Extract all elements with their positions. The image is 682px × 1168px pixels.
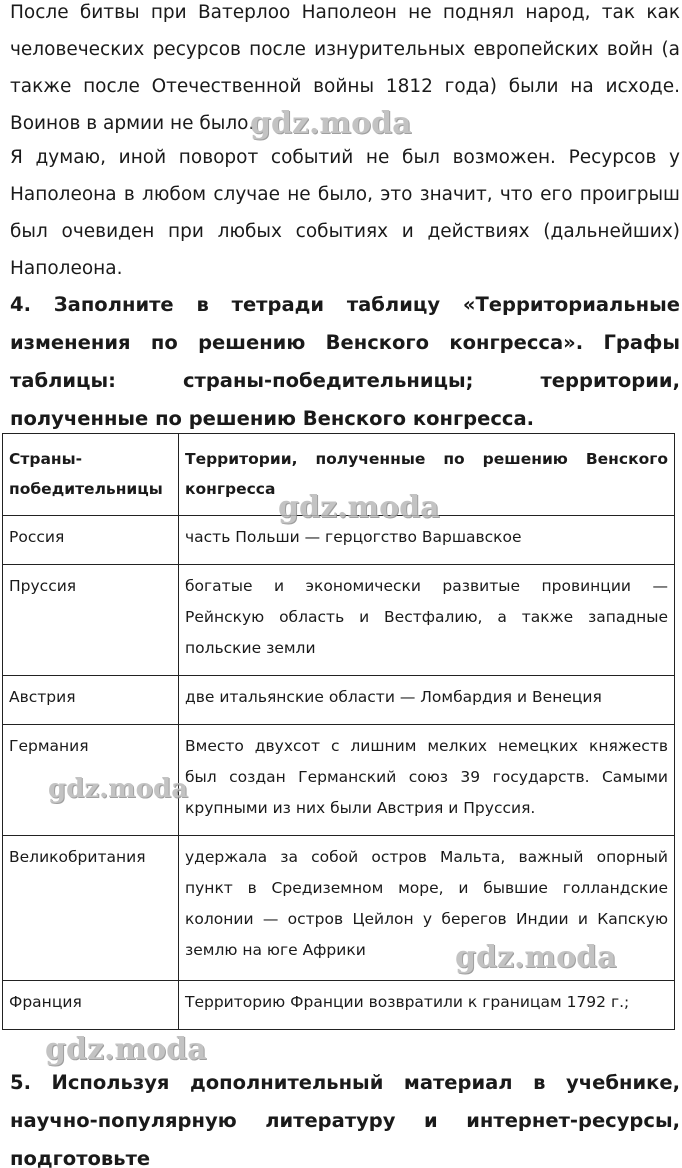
territory-cell: Вместо двухсот с лишним мелких немецких княжеств был создан Германский союз 39 государств. Самыми крупными из них были Австрия и Пруссия. xyxy=(179,725,675,836)
paragraph-opinion: Я думаю, иной поворот событий не был возможен. Ресурсов у Наполеона в любом случае не было, это значит, что его проигрыш был очевиден при любых событиях и действиях (дальнейших) Наполеона. xyxy=(10,147,680,279)
country-cell: Германия xyxy=(3,725,179,836)
watermark: gdz.moda xyxy=(278,490,440,525)
watermark: gdz.moda xyxy=(48,774,189,804)
country-cell: Россия xyxy=(3,516,179,565)
table-row xyxy=(3,836,675,981)
watermark: gdz.moda xyxy=(45,1032,207,1067)
header-territories: Территории, полученные по решению Венского конгресса xyxy=(179,434,675,516)
paragraph-waterloo: После битвы при Ватерлоо Наполеон не поднял народ, так как человеческих ресурсов после изнурительных европейских войн (а также после Отечественной войны 1812 года) были на исходе. Воинов в армии не было. xyxy=(10,2,680,134)
table-header-row xyxy=(3,434,675,516)
table-row xyxy=(3,565,675,676)
country-cell: Пруссия xyxy=(3,565,179,676)
header-countries: Страны-победительницы xyxy=(3,434,179,516)
watermark: gdz.moda xyxy=(250,106,412,141)
table-row xyxy=(3,676,675,725)
task-4-heading: 4. Заполните в тетради таблицу «Территориальные изменения по решению Венского конгресса». Графы таблицы: страны-победительницы; территории, полученные по решению Венского конгресса. xyxy=(10,293,680,430)
watermark: gdz.moda xyxy=(455,940,617,975)
table-row xyxy=(3,725,675,836)
territory-cell: богатые и экономически развитые провинции — Рейнскую область и Вестфалию, а также западные польские земли xyxy=(179,565,675,676)
territory-cell: часть Польши — герцогство Варшавское xyxy=(179,516,675,565)
territory-cell: удержала за собой остров Мальта, важный опорный пункт в Средиземном море, и бывшие голландские колонии — остров Цейлон у берегов Индии и Капскую землю на юге Африки xyxy=(179,836,675,981)
table-row xyxy=(3,516,675,565)
table-row xyxy=(3,981,675,1030)
task-5-heading: 5. Используя дополнительный материал в учебнике, научно-популярную литературу и интернет-ресурсы, подготовьте xyxy=(10,1071,680,1168)
territory-cell: две итальянские области — Ломбардия и Венеция xyxy=(179,676,675,725)
country-cell: Великобритания xyxy=(3,836,179,981)
vienna-congress-table xyxy=(2,433,675,1030)
territory-cell: Территорию Франции возвратили к границам 1792 г.; xyxy=(179,981,675,1030)
country-cell: Франция xyxy=(3,981,179,1030)
country-cell: Австрия xyxy=(3,676,179,725)
